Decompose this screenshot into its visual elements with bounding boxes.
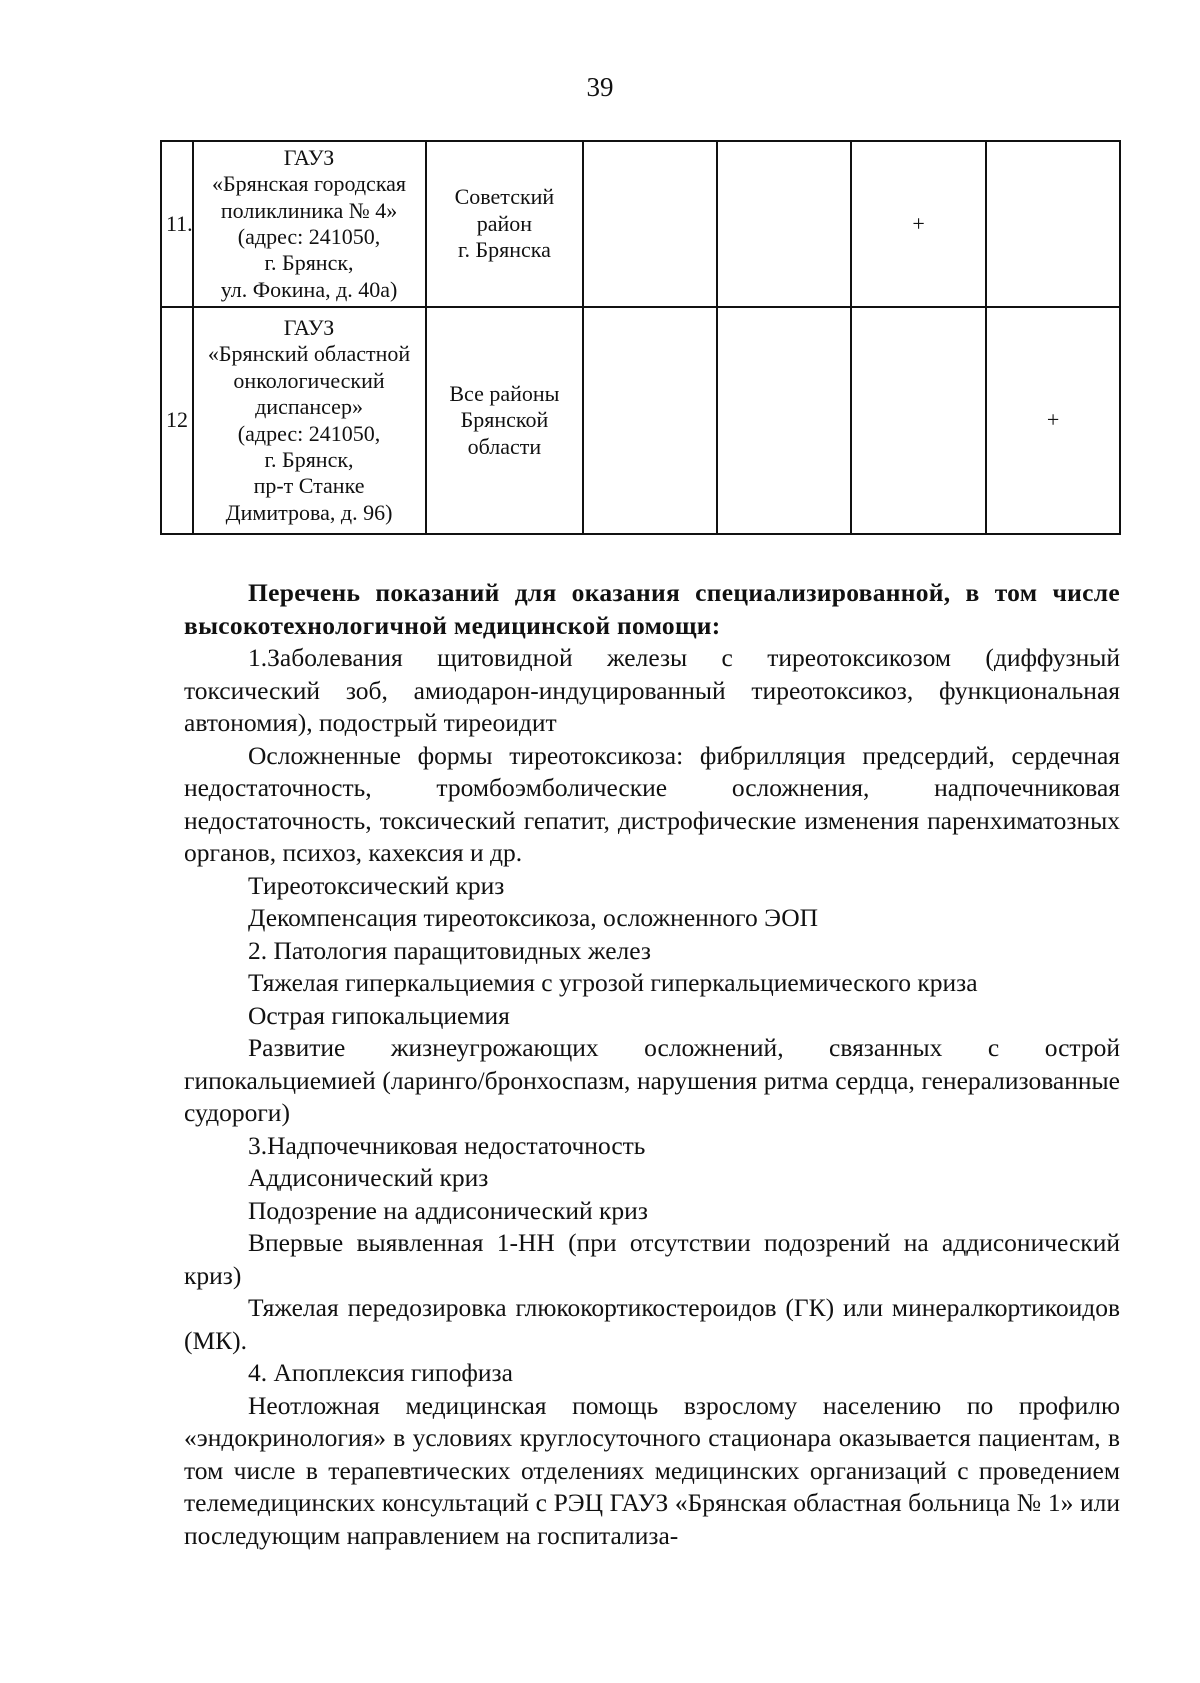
paragraph: 3.Надпочечниковая недостаточность [248,1130,646,1160]
organization-name: ГАУЗ [283,144,335,170]
paragraph: Аддисонический криз [248,1163,489,1192]
organization-line: поликлиника № 4» [220,197,398,223]
organization-line: (адрес: 241050, [237,420,381,446]
organization-line: г. Брянск, [264,446,354,472]
facilities-table [160,140,1121,535]
table-row [161,141,1120,307]
service-area-line: Брянской [460,407,549,433]
row-number: 12 [161,307,193,534]
organization-line: «Брянская городская [211,171,407,197]
organization-cell [193,307,426,534]
organization-line: диспансер» [255,394,363,420]
organization-line: г. Брянск, [264,250,354,276]
organization-line: Димитрова, д. 96) [225,499,393,525]
service-area-line: области [467,433,542,459]
paragraph: 2. Патология паращитовидных желез [248,935,651,965]
table-row [161,307,1120,534]
paragraph: Тяжелая гиперкальциемия с угрозой гиперкальциемического криза [248,968,978,997]
paragraph: Тяжелая передозировка глюкокортикостероидов (ГК) или минералкортикоидов (МК). [184,1293,1120,1355]
table-cell [583,141,717,307]
service-area-line: г. Брянска [457,237,551,263]
organization-line: (адрес: 241050, [237,224,381,249]
table-cell [717,141,851,307]
table-cell [717,307,851,534]
paragraph: 4. Апоплексия гипофиза [248,1358,513,1387]
paragraph: Острая гипокальциемия [248,1000,510,1030]
table-cell [986,141,1120,307]
service-area-cell [426,307,584,534]
organization-cell [193,141,426,307]
table-cell [851,307,986,534]
plus-mark-cell: + [986,307,1120,534]
paragraph: Подозрение на аддисонический криз [248,1195,648,1225]
paragraph: Тиреотоксический криз [248,870,505,900]
service-area-line: Все районы [449,380,560,406]
organization-name: ГАУЗ [283,314,335,340]
paragraph: Впервые выявленная 1-НН (при отсутствии подозрений на аддисонический криз) [184,1228,1120,1290]
paragraph: Неотложная медицинская помощь взрослому населению по профилю «эндокринология» в условиях круглосуточного стационара оказывается пациентам, в том числе в терапевтических отделениях медицинских организаций с проведением телемедицинских консультаций с РЭЦ ГАУЗ «Брянская областная больница № 1» или последующим направлением на госпитализа- [184,1390,1120,1550]
organization-line: «Брянский областной [207,341,411,367]
service-area-line: район [476,210,533,236]
organization-line: пр-т Станке [253,473,365,499]
paragraph: Декомпенсация тиреотоксикоза, осложненного ЭОП [248,903,819,932]
indications-section [184,577,1120,1552]
paragraph: Развитие жизнеугрожающих осложнений, связанных с острой гипокальциемией (ларинго/бронхоспазм, нарушения ритма сердца, генерализованные судороги) [184,1033,1120,1127]
organization-line: онкологический [233,367,385,393]
service-area-line: Советский [454,184,555,210]
service-area-cell [426,141,584,307]
paragraph: 1.Заболевания щитовидной железы с тиреотоксикозом (диффузный токсический зоб, амиодарон-индуцированный тиреотоксикоз, функциональная автономия), подострый тиреоидит [184,643,1120,737]
organization-line: ул. Фокина, д. 40а) [220,276,398,302]
section-heading: Перечень показаний для оказания специализированной, в том числе высокотехнологичной медицинской помощи: [184,578,1120,640]
table-cell [583,307,717,534]
paragraph: Осложненные формы тиреотоксикоза: фибрилляция предсердий, сердечная недостаточность, тромбоэмболические осложнения, надпочечниковая недостаточность, токсический гепатит, дистрофические изменения паренхиматозных органов, психоз, кахексия и др. [184,740,1120,867]
plus-mark-cell: + [851,141,986,307]
page-number: 39 [586,72,614,102]
row-number: 11. [161,141,193,307]
